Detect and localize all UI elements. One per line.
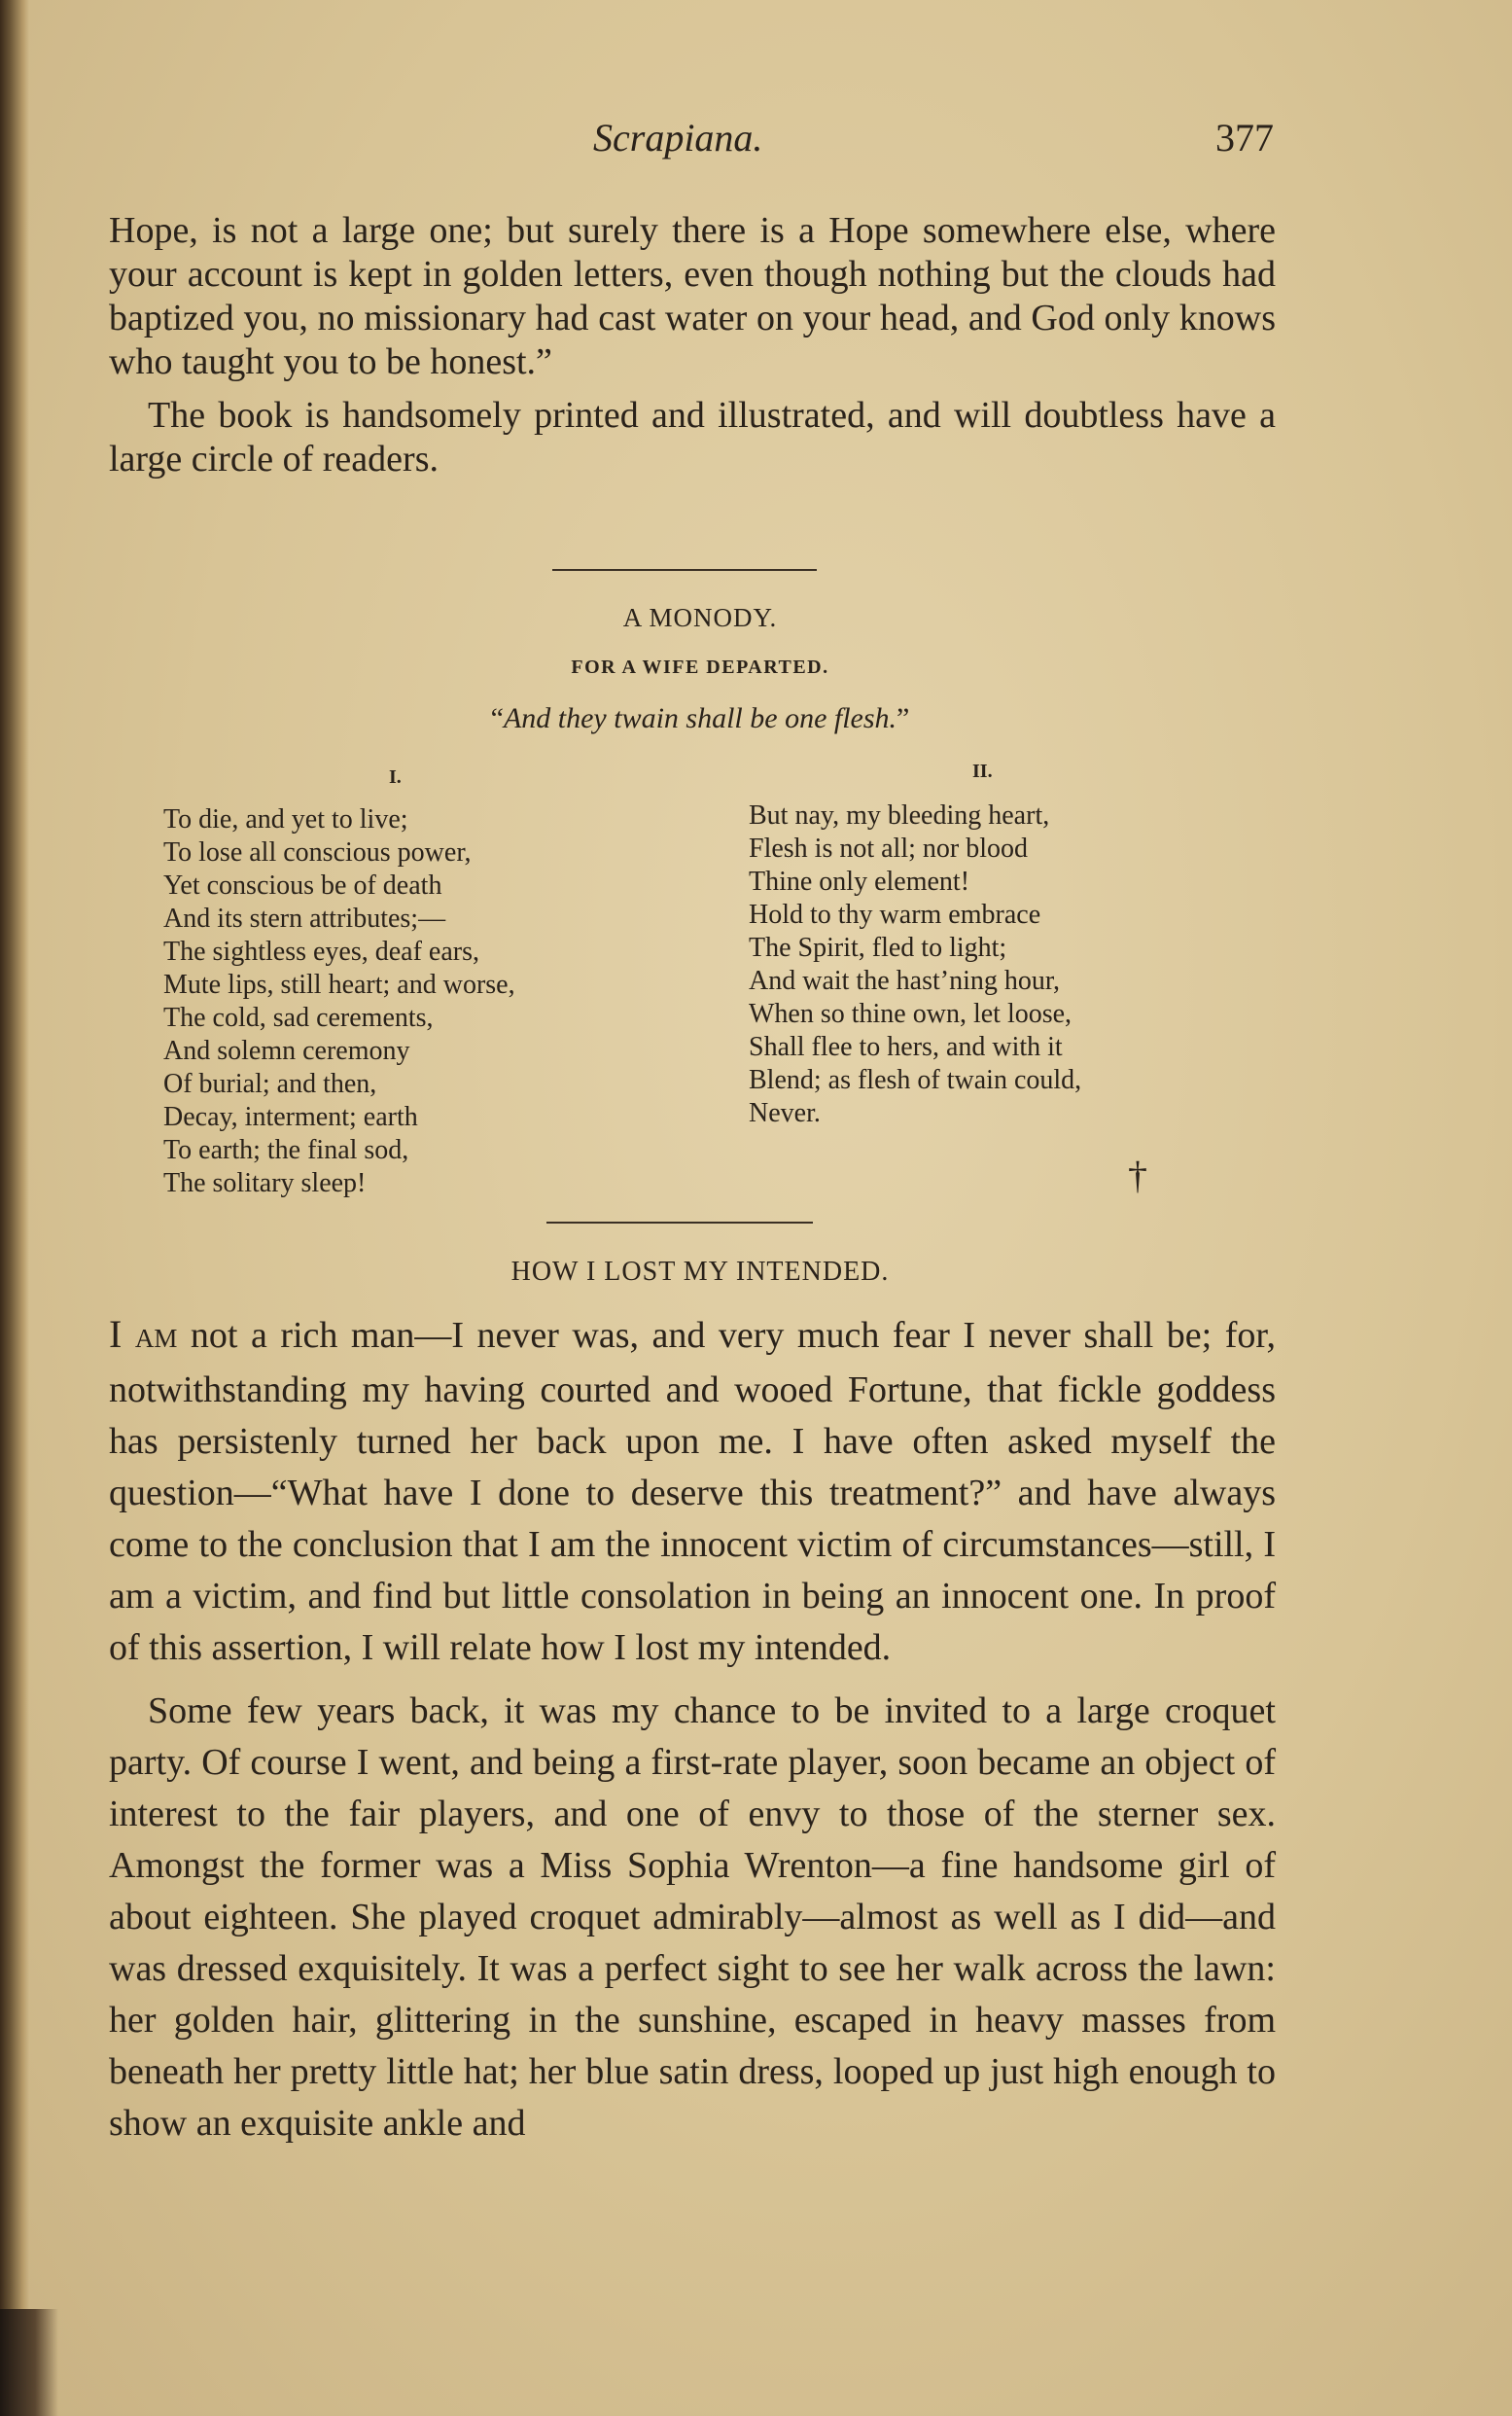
poem-line: Shall flee to hers, and with it [749, 1032, 1063, 1062]
poem-line: The Spirit, fled to light; [749, 933, 1007, 963]
stanza-numeral-2: II. [972, 761, 993, 782]
story-title: HOW I LOST MY INTENDED. [510, 1257, 890, 1287]
poem-title: A MONODY. [622, 603, 778, 632]
poem-line: The cold, sad cerements, [163, 1003, 434, 1033]
poem-line: But nay, my bleeding heart, [749, 800, 1050, 831]
poem-line: When so thine own, let loose, [749, 999, 1072, 1029]
binding-edge [0, 0, 29, 2416]
story-paragraph-1 [109, 1308, 1276, 1674]
poem-line: To earth; the final sod, [163, 1135, 409, 1165]
running-header [0, 115, 1512, 173]
poem-line: The sightless eyes, deaf ears, [163, 937, 479, 967]
poem-line: The solitary sleep! [163, 1168, 367, 1198]
story-dropcap: I [109, 1312, 123, 1356]
stanza-2 [749, 799, 1081, 1130]
poem-line: And its stern attributes;— [163, 904, 446, 934]
epigraph-close-quote: ” [897, 702, 910, 734]
story-smallcaps: AM [134, 1324, 178, 1353]
stanza-1 [163, 803, 515, 1200]
poem-line: To lose all conscious power, [163, 837, 472, 868]
poem-line: Yet conscious be of death [163, 870, 442, 901]
binding-shadow [0, 2309, 58, 2416]
poem-line: Hold to thy warm embrace [749, 900, 1041, 930]
poem-subtitle: FOR A WIFE DEPARTED. [571, 657, 829, 678]
section-divider-top [552, 569, 817, 571]
epigraph-text: And they twain shall be one flesh. [503, 702, 897, 734]
page-number: 377 [1215, 116, 1274, 160]
poem-line: Blend; as flesh of twain could, [749, 1065, 1082, 1095]
poem-epigraph [0, 702, 1400, 735]
poem-line: And solemn ceremony [163, 1036, 410, 1066]
story-paragraph-1-text: not a rich man—I never was, and very much fear I never shall be; for, notwithstanding my having courted and wooed Fortune, that fickle goddess has persistenly turned her back upon me. I have often asked myself the question—“What have I done to deserve this treatment?” and have always come to the conclusion that I am the innocent victim of circumstances—still, I am a victim, and find but little consolation in being an innocent one. In proof of this assertion, I will relate how I lost my intended. [109, 1315, 1277, 1668]
story-text [109, 1308, 1276, 2161]
section-divider-bottom [546, 1222, 813, 1224]
poem-line: Thine only element! [749, 867, 970, 897]
poem-line: To die, and yet to live; [163, 804, 408, 835]
story-paragraph-2: Some few years back, it was my chance to be invited to a large croquet party. Of course I went, and being a first-rate player, soon became an object of interest to the fair players, and one of envy to those of the sterner sex. Amongst the former was a Miss Sophia Wrenton—a fine handsome girl of about eighteen. She played croquet admirably—almost as well as I did—and was dressed exquisitely. It was a perfect sight to see her walk across the lawn: her golden hair, glittering in the sunshine, escaped in heavy masses from beneath her pretty little hat; her blue satin dress, looped up just high enough to show an exquisite ankle and [109, 1690, 1276, 2144]
poem-line: And wait the hast’ning hour, [749, 966, 1061, 996]
running-title: Scrapiana. [593, 116, 763, 160]
stanza-numeral-1: I. [389, 766, 402, 788]
review-paragraph-1: Hope, is not a large one; but surely there is a Hope somewhere else, where your account is kept in golden letters, even though nothing but the clouds had baptized you, no missionary had cast water on your head, and God only knows who taught you to be honest.” [109, 210, 1276, 382]
epigraph-open-quote: “ [490, 702, 504, 734]
poem-signature-dagger: † [1128, 1154, 1147, 1197]
review-paragraph-2: The book is handsomely printed and illustrated, and will doubtless have a large circle of readers. [109, 395, 1276, 480]
review-text [109, 209, 1276, 491]
poem-line: Decay, interment; earth [163, 1102, 418, 1132]
poem-line: Of burial; and then, [163, 1069, 377, 1099]
poem-line: Never. [749, 1098, 821, 1128]
poem-line: Flesh is not all; nor blood [749, 834, 1028, 864]
poem-line: Mute lips, still heart; and worse, [163, 970, 515, 1000]
